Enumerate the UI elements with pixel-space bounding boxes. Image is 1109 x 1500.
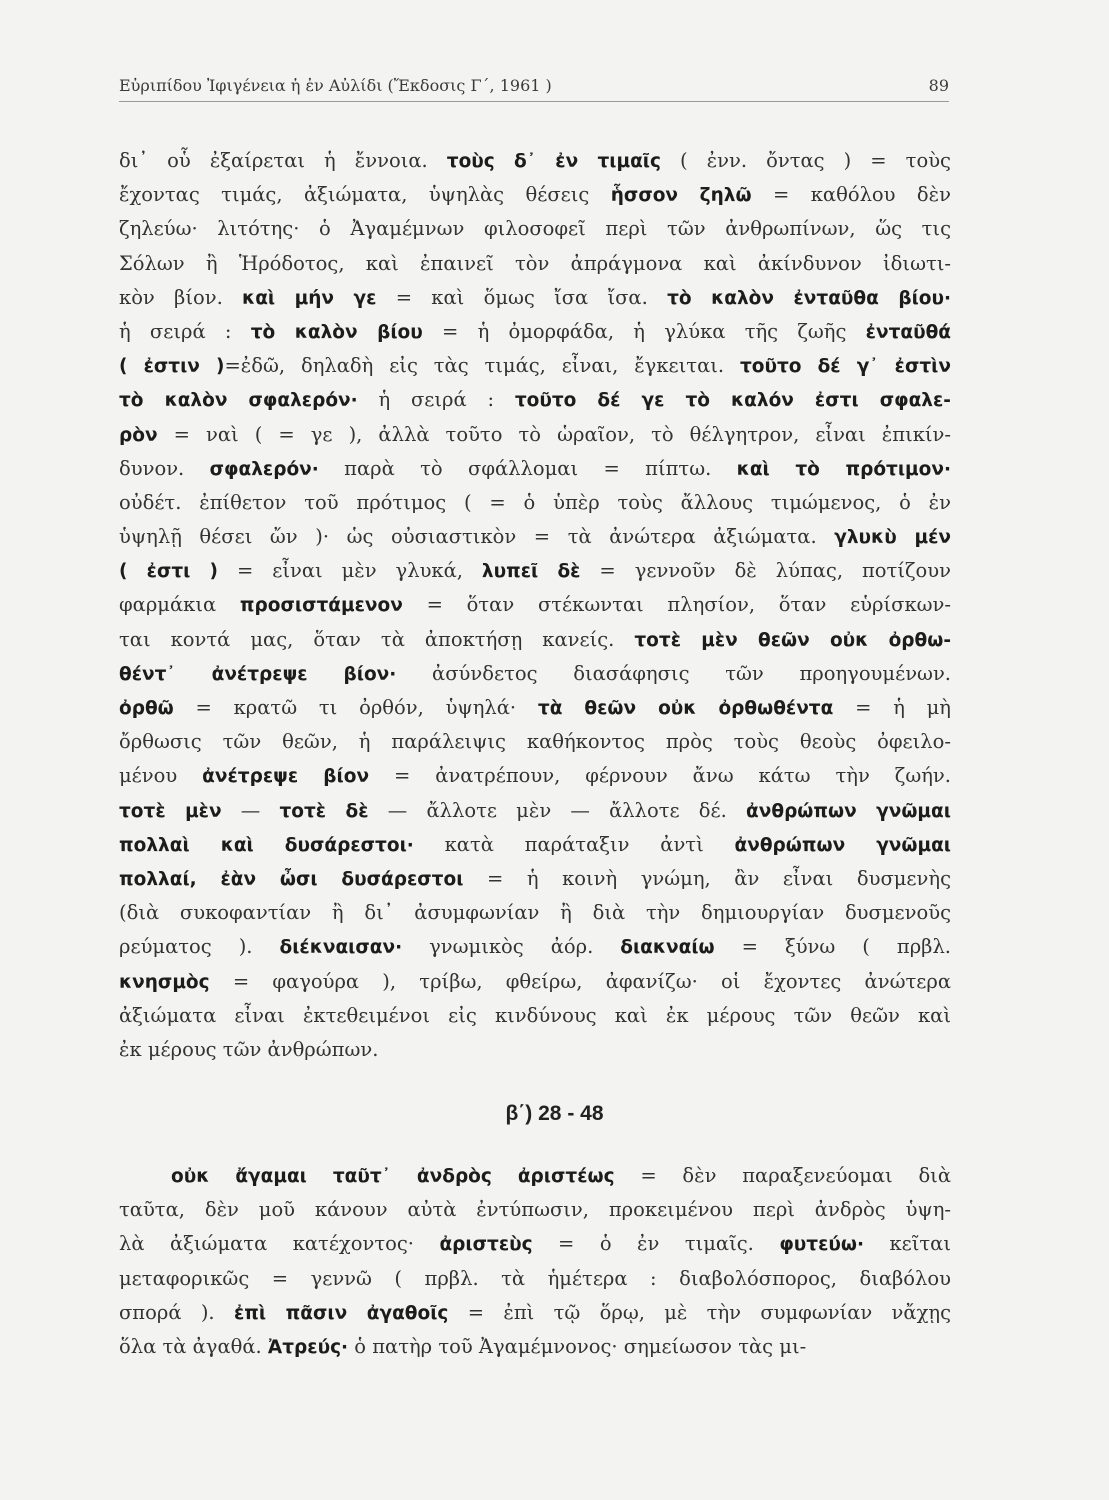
- page-number: 89: [928, 76, 949, 95]
- text-line: (διὰ συκοφαντίαν ἢ δι᾽ ἀσυμφωνίαν ἢ διὰ τὴν δημιουργίαν δυσμενοῦς: [119, 901, 951, 925]
- text-line: ἀξιώματα εἶναι ἐκτεθειμένοι εἰς κινδύνους καὶ ἐκ μέρους τῶν θεῶν καὶ: [119, 1003, 951, 1027]
- text-line: δι᾽ οὗ ἐξαίρεται ἡ ἔννοια. τοὺς δ᾽ ἐν τιμαῖς ( ἐνν. ὄντας ) = τοὺς: [119, 149, 951, 172]
- text-line: μεταφορικῶς = γεννῶ ( πρβλ. τὰ ἡμέτερα : διαβολόσπορος, διαβόλου: [119, 1266, 951, 1290]
- text-line: ται κοντά μας, ὅταν τὰ ἀποκτήσῃ κανείς. τοτὲ μὲν θεῶν οὐκ ὀρθω-: [119, 627, 951, 651]
- text-line: σπορά ). ἐπὶ πᾶσιν ἀγαθοῖς = ἐπὶ τῷ ὅρῳ, μὲ τὴν συμφωνίαν νἄχῃς: [119, 1300, 951, 1324]
- text-line: θέντ᾽ ἀνέτρεψε βίον· ἀσύνδετος διασάφησις τῶν προηγουμένων.: [119, 661, 951, 685]
- text-line: τοτὲ μὲν — τοτὲ δὲ — ἄλλοτε μὲν — ἄλλοτε δέ. ἀνθρώπων γνῶμαι: [119, 798, 951, 822]
- text-line: ( ἐστιν )=ἐδῶ, δηλαδὴ εἰς τὰς τιμάς, εἶναι, ἔγκειται. τοῦτο δέ γ᾽ ἐστὶν: [119, 354, 951, 378]
- text-line: ἔχοντας τιμάς, ἀξιώματα, ὑψηλὰς θέσεις ἧσσον ζηλῶ = καθόλου δὲν: [119, 183, 951, 207]
- text-line: ζηλεύω· λιτότης· ὁ Ἀγαμέμνων φιλοσοφεῖ περὶ τῶν ἀνθρωπίνων, ὥς τις: [119, 217, 951, 241]
- text-line: κὸν βίον. καὶ μήν γε = καὶ ὅμως ἴσα ἴσα. τὸ καλὸν ἐνταῦθα βίου·: [119, 285, 951, 309]
- text-line: τὸ καλὸν σφαλερόν· ἡ σειρά : τοῦτο δέ γε τὸ καλόν ἐστι σφαλε-: [119, 388, 951, 412]
- text-line: οὐδέτ. ἐπίθετον τοῦ πρότιμος ( = ὁ ὑπὲρ τοὺς ἄλλους τιμώμενος, ὁ ἐν: [119, 490, 951, 514]
- commentary-block-1: [119, 144, 951, 1067]
- text-line: Σόλων ἢ Ἡρόδοτος, καὶ ἐπαινεῖ τὸν ἀπράγμονα καὶ ἀκίνδυνον ἰδιωτι-: [119, 251, 951, 275]
- text-line: ὄρθωσις τῶν θεῶν, ἡ παράλειψις καθήκοντος πρὸς τοὺς θεοὺς ὀφειλο-: [119, 730, 951, 754]
- text-line: ὑψηλῇ θέσει ὤν )· ὡς οὐσιαστικὸν = τὰ ἀνώτερα ἀξιώματα. γλυκὺ μέν: [119, 525, 951, 549]
- text-line: ( ἐστι ) = εἶναι μὲν γλυκά, λυπεῖ δὲ = γεννοῦν δὲ λύπας, ποτίζουν: [119, 559, 951, 583]
- section-heading: β΄) 28 - 48: [505, 1102, 604, 1125]
- text-line: πολλαί, ἐὰν ὦσι δυσάρεστοι = ἡ κοινὴ γνώμη, ἂν εἶναι δυσμενὴς: [119, 866, 951, 890]
- text-line: ἐκ μέρους τῶν ἀνθρώπων.: [119, 1037, 379, 1061]
- text-line: οὐκ ἄγαμαι ταῦτ᾽ ἀνδρὸς ἀριστέως = δὲν παραξενεύομαι διὰ: [171, 1164, 951, 1187]
- text-line: φαρμάκια προσιστάμενον = ὅταν στέκωνται πλησίον, ὅταν εὑρίσκων-: [119, 593, 951, 617]
- text-line: δυνον. σφαλερόν· παρὰ τὸ σφάλλομαι = πίπτω. καὶ τὸ πρότιμον·: [119, 456, 951, 480]
- text-line: λὰ ἀξιώματα κατέχοντος· ἀριστεὺς = ὁ ἐν τιμαῖς. φυτεύω· κεῖται: [119, 1232, 951, 1256]
- text-line: κνησμὸς = φαγούρα ), τρίβω, φθείρω, ἀφανίζω· οἱ ἔχοντες ἀνώτερα: [119, 969, 951, 993]
- text-line: ταῦτα, δὲν μοῦ κάνουν αὐτὰ ἐντύπωσιν, προκειμένου περὶ ἀνδρὸς ὑψη-: [119, 1198, 951, 1222]
- commentary-block-2: [119, 1159, 951, 1364]
- text-line: ὀρθῶ = κρατῶ τι ὀρθόν, ὑψηλά· τὰ θεῶν οὐκ ὀρθωθέντα = ἡ μὴ: [119, 696, 951, 719]
- text-line: ὅλα τὰ ἀγαθά. Ἀτρεύς· ὁ πατὴρ τοῦ Ἀγαμέμνονος· σημείωσον τὰς μι-: [119, 1334, 807, 1358]
- text-line: ἡ σειρά : τὸ καλὸν βίου = ἡ ὀμορφάδα, ἡ γλύκα τῆς ζωῆς ἐνταῦθά: [119, 319, 951, 343]
- text-line: μένου ἀνέτρεψε βίον = ἀνατρέπουν, φέρνουν ἄνω κάτω τὴν ζωήν.: [119, 764, 951, 788]
- header-title: Εὐριπίδου Ἰφιγένεια ἡ ἐν Αὐλίδι (Ἔκδοσις Γ΄, 1961 ): [119, 76, 552, 95]
- running-header: [119, 76, 949, 102]
- text-line: ρὸν = ναὶ ( = γε ), ἀλλὰ τοῦτο τὸ ὡραῖον, τὸ θέλγητρον, εἶναι ἐπικίν-: [119, 422, 951, 446]
- text-line: ρεύματος ). διέκναισαν· γνωμικὸς ἀόρ. διακναίω = ξύνω ( πρβλ.: [119, 935, 951, 959]
- text-line: πολλαὶ καὶ δυσάρεστοι· κατὰ παράταξιν ἀντὶ ἀνθρώπων γνῶμαι: [119, 832, 951, 856]
